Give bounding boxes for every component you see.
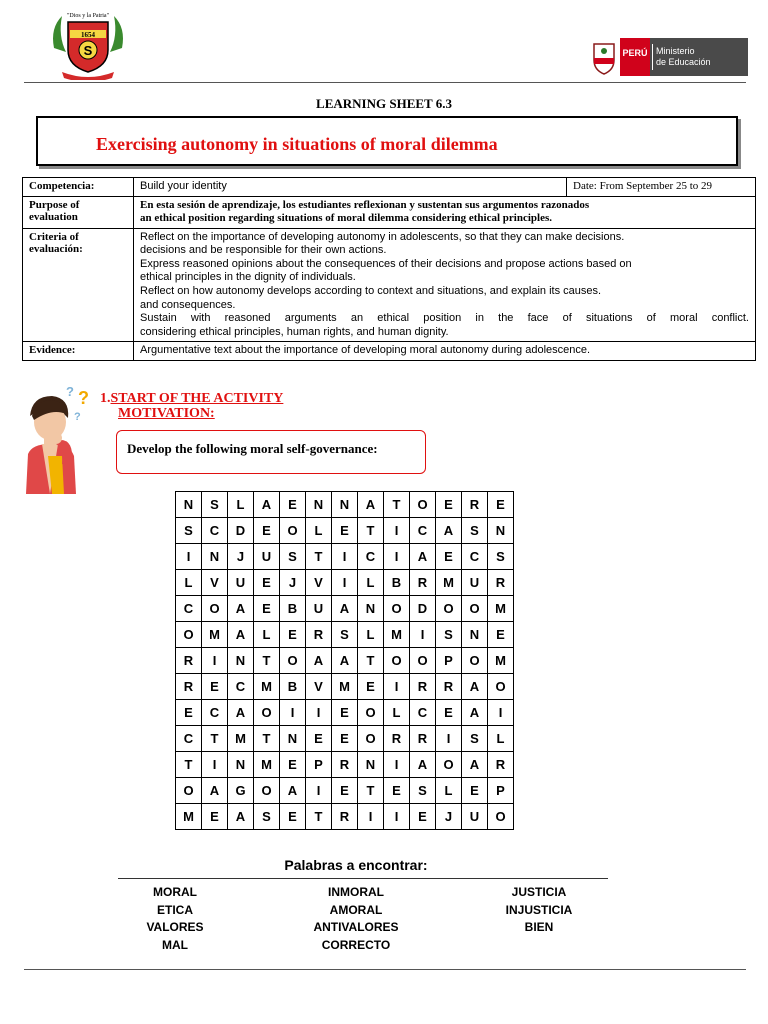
grid-cell: E bbox=[280, 622, 306, 648]
grid-cell: R bbox=[306, 622, 332, 648]
school-crest-letter: S bbox=[83, 43, 93, 58]
grid-cell: L bbox=[228, 492, 254, 518]
grid-cell: A bbox=[254, 492, 280, 518]
grid-row bbox=[176, 778, 514, 804]
grid-cell: A bbox=[332, 648, 358, 674]
grid-cell: J bbox=[280, 570, 306, 596]
grid-cell: N bbox=[332, 492, 358, 518]
grid-cell: E bbox=[202, 674, 228, 700]
criteria-line: decisions and be responsible for their own actions. bbox=[140, 244, 387, 257]
grid-row bbox=[176, 648, 514, 674]
grid-cell: N bbox=[202, 544, 228, 570]
grid-cell: N bbox=[280, 726, 306, 752]
grid-cell: T bbox=[254, 726, 280, 752]
word-list-column-2 bbox=[300, 884, 412, 954]
grid-cell: S bbox=[280, 544, 306, 570]
grid-cell: T bbox=[306, 804, 332, 830]
activity-subtitle: MOTIVATION: bbox=[118, 406, 215, 421]
grid-cell: M bbox=[254, 752, 280, 778]
main-title-box bbox=[36, 116, 738, 166]
grid-cell: O bbox=[358, 726, 384, 752]
school-crest-motto: "Dios y la Patria" bbox=[66, 13, 110, 19]
grid-cell: S bbox=[202, 492, 228, 518]
grid-cell: I bbox=[384, 674, 410, 700]
grid-cell: E bbox=[488, 622, 514, 648]
grid-cell: U bbox=[462, 804, 488, 830]
grid-cell: E bbox=[202, 804, 228, 830]
grid-cell: E bbox=[332, 518, 358, 544]
grid-cell: V bbox=[306, 674, 332, 700]
grid-cell: I bbox=[332, 570, 358, 596]
grid-cell: J bbox=[436, 804, 462, 830]
grid-cell: A bbox=[228, 596, 254, 622]
grid-cell: I bbox=[384, 544, 410, 570]
grid-cell: L bbox=[384, 700, 410, 726]
competencia-label: Competencia: bbox=[23, 178, 134, 197]
grid-cell: B bbox=[280, 674, 306, 700]
words-divider bbox=[118, 878, 608, 879]
gov-ministry-line2: de Educación bbox=[656, 57, 711, 67]
grid-cell: E bbox=[280, 804, 306, 830]
grid-cell: A bbox=[462, 752, 488, 778]
grid-cell: A bbox=[332, 596, 358, 622]
grid-cell: O bbox=[462, 648, 488, 674]
grid-cell: N bbox=[228, 752, 254, 778]
grid-cell: O bbox=[384, 648, 410, 674]
grid-cell: O bbox=[358, 700, 384, 726]
grid-cell: N bbox=[306, 492, 332, 518]
grid-cell: E bbox=[436, 544, 462, 570]
grid-cell: U bbox=[462, 570, 488, 596]
grid-cell: N bbox=[358, 752, 384, 778]
criteria-line: ethical principles in the dignity of individuals. bbox=[140, 271, 356, 284]
word-item: BIEN bbox=[524, 920, 554, 934]
grid-cell: S bbox=[436, 622, 462, 648]
grid-cell: M bbox=[436, 570, 462, 596]
grid-cell: I bbox=[176, 544, 202, 570]
grid-cell: C bbox=[410, 700, 436, 726]
grid-cell: L bbox=[176, 570, 202, 596]
grid-cell: G bbox=[228, 778, 254, 804]
main-title: Exercising autonomy in situations of moral dilemma bbox=[96, 134, 498, 154]
grid-cell: M bbox=[176, 804, 202, 830]
grid-cell: O bbox=[436, 752, 462, 778]
grid-cell: R bbox=[488, 570, 514, 596]
grid-cell: O bbox=[280, 648, 306, 674]
grid-cell: T bbox=[202, 726, 228, 752]
instruction-text: Develop the following moral self-governance: bbox=[127, 441, 378, 456]
grid-cell: O bbox=[436, 596, 462, 622]
word-item: ETICA bbox=[157, 902, 193, 917]
peru-coat-of-arms-icon bbox=[590, 38, 618, 76]
grid-cell: R bbox=[410, 726, 436, 752]
grid-cell: O bbox=[254, 778, 280, 804]
grid-cell: U bbox=[254, 544, 280, 570]
grid-cell: E bbox=[436, 492, 462, 518]
grid-cell: N bbox=[488, 518, 514, 544]
svg-text:?: ? bbox=[74, 411, 81, 423]
grid-cell: C bbox=[358, 544, 384, 570]
grid-cell: I bbox=[202, 648, 228, 674]
school-crest-logo bbox=[48, 8, 128, 80]
grid-cell: C bbox=[410, 518, 436, 544]
grid-cell: R bbox=[488, 752, 514, 778]
criteria-line: and consequences. bbox=[140, 298, 236, 311]
activity-title bbox=[100, 391, 283, 407]
grid-cell: O bbox=[462, 596, 488, 622]
grid-cell: O bbox=[488, 804, 514, 830]
grid-cell: R bbox=[332, 752, 358, 778]
grid-cell: E bbox=[306, 726, 332, 752]
grid-cell: A bbox=[228, 622, 254, 648]
grid-cell: L bbox=[306, 518, 332, 544]
grid-cell: C bbox=[462, 544, 488, 570]
grid-cell: N bbox=[176, 492, 202, 518]
competencia-row bbox=[23, 178, 756, 197]
grid-cell: P bbox=[488, 778, 514, 804]
grid-cell: E bbox=[436, 700, 462, 726]
grid-cell: C bbox=[202, 700, 228, 726]
grid-cell: S bbox=[462, 726, 488, 752]
grid-cell: O bbox=[176, 622, 202, 648]
grid-cell: O bbox=[176, 778, 202, 804]
grid-cell: R bbox=[332, 804, 358, 830]
grid-cell: M bbox=[202, 622, 228, 648]
grid-cell: V bbox=[202, 570, 228, 596]
grid-cell: I bbox=[306, 778, 332, 804]
gov-ministry-line1: Ministerio bbox=[656, 46, 695, 56]
word-list-column-3 bbox=[484, 884, 594, 937]
grid-cell: T bbox=[306, 544, 332, 570]
grid-row bbox=[176, 518, 514, 544]
criteria-line: Reflect on the importance of developing autonomy in adolescents, so that they can make decisions. bbox=[140, 230, 625, 243]
word-item: ANTIVALORES bbox=[313, 920, 399, 934]
grid-cell: I bbox=[332, 544, 358, 570]
grid-cell: S bbox=[176, 518, 202, 544]
grid-cell: L bbox=[436, 778, 462, 804]
grid-cell: I bbox=[384, 804, 410, 830]
word-item: INJUSTICIA bbox=[505, 902, 573, 917]
grid-cell: E bbox=[384, 778, 410, 804]
grid-row bbox=[176, 492, 514, 518]
grid-cell: I bbox=[358, 804, 384, 830]
grid-cell: N bbox=[462, 622, 488, 648]
grid-cell: A bbox=[436, 518, 462, 544]
grid-cell: A bbox=[228, 804, 254, 830]
grid-cell: L bbox=[254, 622, 280, 648]
grid-cell: R bbox=[462, 492, 488, 518]
grid-cell: C bbox=[202, 518, 228, 544]
gov-country-label: PERÚ bbox=[622, 48, 648, 58]
grid-cell: O bbox=[280, 518, 306, 544]
grid-cell: M bbox=[254, 674, 280, 700]
grid-row bbox=[176, 622, 514, 648]
grid-cell: E bbox=[254, 518, 280, 544]
grid-cell: L bbox=[488, 726, 514, 752]
word-search-grid bbox=[175, 491, 514, 830]
grid-cell: C bbox=[176, 596, 202, 622]
grid-cell: I bbox=[410, 622, 436, 648]
criteria-line: considering ethical principles, human rights, and human dignity. bbox=[140, 325, 449, 338]
grid-cell: A bbox=[202, 778, 228, 804]
grid-cell: R bbox=[384, 726, 410, 752]
grid-row bbox=[176, 596, 514, 622]
purpose-row bbox=[23, 196, 756, 228]
grid-cell: M bbox=[332, 674, 358, 700]
sheet-title: LEARNING SHEET 6.3 bbox=[316, 96, 452, 111]
grid-cell: S bbox=[332, 622, 358, 648]
grid-cell: P bbox=[306, 752, 332, 778]
grid-row bbox=[176, 674, 514, 700]
footer-divider bbox=[24, 969, 746, 970]
grid-cell: E bbox=[488, 492, 514, 518]
evidence-row bbox=[23, 342, 756, 361]
grid-cell: R bbox=[410, 674, 436, 700]
grid-cell: N bbox=[358, 596, 384, 622]
word-item: JUSTICIA bbox=[511, 885, 567, 899]
school-crest-year: 1654 bbox=[81, 31, 95, 39]
grid-cell: R bbox=[410, 570, 436, 596]
grid-row bbox=[176, 700, 514, 726]
grid-cell: M bbox=[488, 596, 514, 622]
grid-cell: O bbox=[202, 596, 228, 622]
grid-cell: A bbox=[410, 752, 436, 778]
word-item: MORAL bbox=[153, 885, 197, 899]
criteria-value bbox=[134, 228, 756, 342]
grid-cell: L bbox=[358, 570, 384, 596]
date-value: Date: From September 25 to 29 bbox=[567, 178, 756, 197]
grid-cell: E bbox=[254, 596, 280, 622]
grid-cell: T bbox=[358, 518, 384, 544]
grid-cell: I bbox=[280, 700, 306, 726]
header-divider bbox=[24, 82, 746, 83]
grid-cell: E bbox=[280, 752, 306, 778]
grid-cell: S bbox=[488, 544, 514, 570]
grid-cell: B bbox=[384, 570, 410, 596]
instruction-box bbox=[116, 430, 426, 474]
evidence-label: Evidence: bbox=[23, 342, 134, 361]
grid-cell: S bbox=[462, 518, 488, 544]
grid-cell: M bbox=[384, 622, 410, 648]
grid-cell: A bbox=[228, 700, 254, 726]
grid-cell: A bbox=[410, 544, 436, 570]
word-list-column-1 bbox=[120, 884, 230, 954]
grid-cell: N bbox=[228, 648, 254, 674]
word-item: CORRECTO bbox=[321, 937, 391, 952]
grid-cell: T bbox=[358, 648, 384, 674]
grid-cell: A bbox=[306, 648, 332, 674]
grid-cell: T bbox=[358, 778, 384, 804]
grid-cell: O bbox=[488, 674, 514, 700]
grid-cell: T bbox=[176, 752, 202, 778]
grid-cell: V bbox=[306, 570, 332, 596]
grid-cell: M bbox=[488, 648, 514, 674]
svg-text:?: ? bbox=[78, 388, 89, 408]
grid-cell: A bbox=[462, 700, 488, 726]
competencia-value: Build your identity bbox=[134, 178, 567, 197]
evidence-value: Argumentative text about the importance of developing moral autonomy during adolescence. bbox=[134, 342, 756, 361]
grid-row bbox=[176, 570, 514, 596]
grid-cell: E bbox=[332, 726, 358, 752]
criteria-line: Reflect on how autonomy develops according to context and situations, and explain its causes. bbox=[140, 284, 602, 297]
grid-cell: T bbox=[384, 492, 410, 518]
grid-cell: I bbox=[384, 518, 410, 544]
grid-cell: E bbox=[358, 674, 384, 700]
criteria-line: Sustain with reasoned arguments an ethical position in the face of situations of moral conflict. bbox=[140, 312, 749, 325]
grid-cell: I bbox=[384, 752, 410, 778]
grid-cell: O bbox=[254, 700, 280, 726]
grid-cell: O bbox=[384, 596, 410, 622]
grid-row bbox=[176, 726, 514, 752]
grid-cell: I bbox=[436, 726, 462, 752]
word-item: INMORAL bbox=[328, 885, 384, 899]
grid-cell: E bbox=[280, 492, 306, 518]
activity-number: 1. bbox=[100, 391, 111, 406]
grid-cell: J bbox=[228, 544, 254, 570]
grid-cell: C bbox=[176, 726, 202, 752]
grid-cell: S bbox=[410, 778, 436, 804]
svg-text:?: ? bbox=[66, 384, 74, 399]
grid-cell: E bbox=[254, 570, 280, 596]
grid-cell: E bbox=[176, 700, 202, 726]
thinking-boy-illustration bbox=[22, 382, 92, 494]
grid-cell: T bbox=[254, 648, 280, 674]
grid-row bbox=[176, 752, 514, 778]
grid-cell: U bbox=[228, 570, 254, 596]
criteria-row bbox=[23, 228, 756, 342]
words-to-find-title: Palabras a encontrar: bbox=[284, 857, 428, 873]
grid-cell: I bbox=[306, 700, 332, 726]
grid-cell: R bbox=[176, 648, 202, 674]
criteria-line: Express reasoned opinions about the consequences of their decisions and propose actions based on bbox=[140, 257, 632, 270]
grid-cell: D bbox=[410, 596, 436, 622]
grid-cell: R bbox=[436, 674, 462, 700]
grid-cell: O bbox=[410, 492, 436, 518]
grid-cell: L bbox=[358, 622, 384, 648]
grid-cell: A bbox=[358, 492, 384, 518]
grid-cell: E bbox=[410, 804, 436, 830]
ministry-of-education-logo bbox=[590, 38, 748, 76]
purpose-value: En esta sesión de aprendizaje, los estudiantes reflexionan y sustentan sus argumentos razonados an ethical position regarding situations of moral dilemma considering ethical principles. bbox=[134, 196, 756, 228]
grid-cell: B bbox=[280, 596, 306, 622]
grid-cell: D bbox=[228, 518, 254, 544]
grid-cell: S bbox=[254, 804, 280, 830]
word-item: VALORES bbox=[146, 920, 204, 934]
grid-cell: O bbox=[410, 648, 436, 674]
grid-cell: A bbox=[280, 778, 306, 804]
grid-cell: I bbox=[202, 752, 228, 778]
grid-cell: C bbox=[228, 674, 254, 700]
grid-cell: E bbox=[332, 700, 358, 726]
purpose-label: Purpose of evaluation bbox=[23, 196, 134, 228]
grid-cell: E bbox=[332, 778, 358, 804]
activity-title-text: START OF THE ACTIVITY bbox=[110, 391, 284, 406]
grid-cell: M bbox=[228, 726, 254, 752]
grid-cell: U bbox=[306, 596, 332, 622]
word-item: AMORAL bbox=[329, 902, 383, 917]
grid-row bbox=[176, 544, 514, 570]
grid-cell: A bbox=[462, 674, 488, 700]
grid-cell: R bbox=[176, 674, 202, 700]
word-item: MAL bbox=[162, 937, 188, 952]
criteria-label: Criteria of evaluación: bbox=[23, 228, 134, 342]
grid-row bbox=[176, 804, 514, 830]
grid-cell: E bbox=[462, 778, 488, 804]
grid-cell: I bbox=[488, 700, 514, 726]
evaluation-info-table bbox=[22, 177, 756, 361]
grid-cell: P bbox=[436, 648, 462, 674]
